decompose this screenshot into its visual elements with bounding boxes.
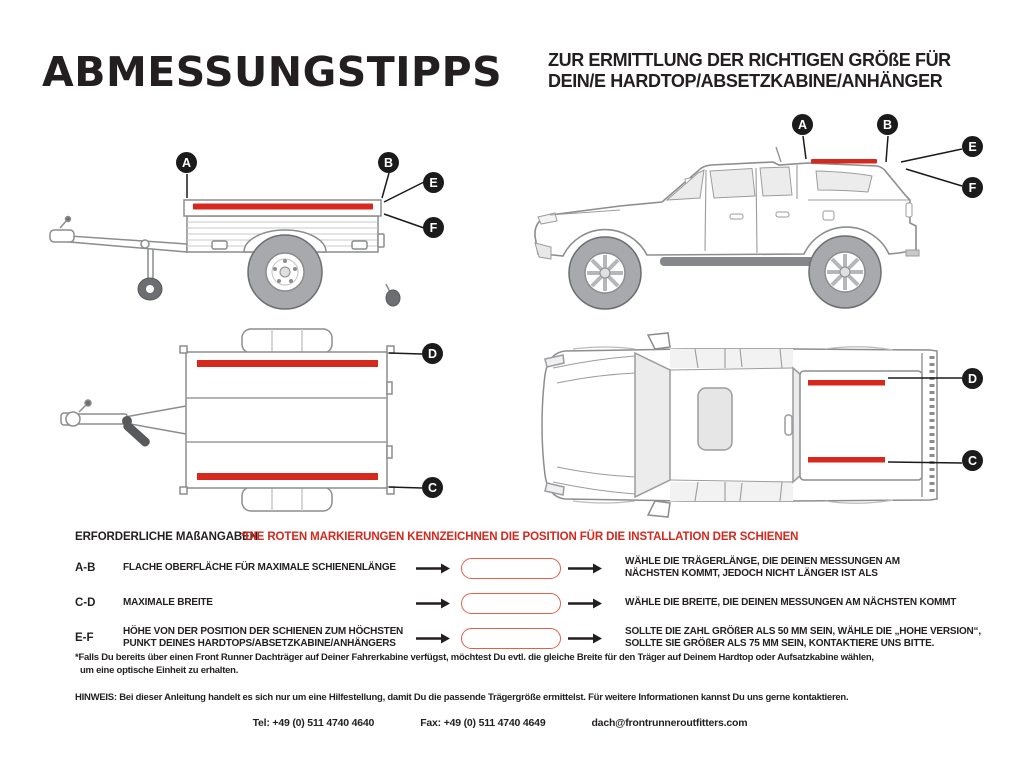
callout-line-e [901,149,962,162]
callout-label-a-truck-side: A [792,114,813,135]
contact-bar [0,717,1000,729]
fuel-door [823,211,834,220]
measure-result-cd [619,597,990,609]
figure-trailer-top-view [35,320,465,520]
rail-marking-bottom-red [197,473,378,480]
front-door-window [710,169,755,199]
contact-email: dach@frontrunneroutfitters.com [591,717,748,729]
bed-rail-marking-bottom-red [808,457,885,463]
sunroof [698,388,732,450]
third-brake-light [785,415,792,435]
result-line: SOLLTE DIE ZAHL GRÖßER ALS 50 MM SEIN, WÄHLE DIE „HOHE VERSION“, [625,626,981,637]
side-glass-bottom [670,482,793,501]
footnote-line: *Falls Du bereits über einen Front Runner Dachträger auf Deiner Fahrerkabine verfügst, möchtest Du evtl. die gleiche Breite für den Träger auf Deinem Hardtop oder Aufsatzkabine wählen, [75,652,874,663]
rail-position-marking-red [193,204,373,210]
measure-code-ab: A-B [75,562,96,574]
tongue-pole [75,414,127,424]
page-subtitle [548,50,951,92]
measurement-row-ef [75,624,990,652]
callout-label-c-trailer-top: C [422,477,443,498]
truck-top-body [542,333,937,517]
red-markings-note: *DIE ROTEN MARKIERUNGEN KENNZEICHNEN DIE POSITION FÜR DIE INSTALLATION DER SCHIENEN [241,531,799,543]
result-line: SOLLTE SIE GRÖßER ALS 75 MM SEIN, KONTAKTIERE UNS BITTE. [625,638,935,649]
rear-support-roller [386,284,400,306]
hinweis-note: HINWEIS: Bei dieser Anleitung handelt es sich nur um eine Hilfestellung, damit Du die passende Trägergröße ermittelst. Für weitere Informationen kannst Du uns gerne kontaktieren. [75,692,849,703]
handbrake-lever [122,416,152,448]
wheel-top [242,329,332,353]
figure-trailer-side-view [40,128,480,323]
callout-line-d [389,353,422,354]
tow-hitch [906,250,919,256]
antenna [776,147,781,162]
measure-label-line: PUNKT DEINES HARDTOPS/ABSETZKABINE/ANHÄNGERS [123,638,396,649]
asterisk-footnote [75,651,1010,677]
callout-line-b [886,136,888,162]
result-line: NÄCHSTEN KOMMT, JEDOCH NICHT LÄNGER IST ALS [625,568,878,579]
callout-line-f [906,169,962,186]
trailer-bed [186,352,387,488]
trailer-coupler [50,230,74,242]
taillight [906,203,912,217]
trailer-drawbar [70,236,187,252]
measure-field-ef[interactable] [461,628,561,649]
callout-line-f [384,214,424,228]
truck-side-drawing [525,103,1005,315]
trailer-side-drawing [40,128,480,323]
rail-marking-top-red [197,360,378,367]
measure-label-ab [123,562,415,574]
callout-line-e [384,182,424,202]
contact-tel: Tel: +49 (0) 511 4740 4640 [252,717,375,729]
arrow-right-icon [567,633,619,644]
callout-line-b [382,173,389,198]
measure-code-cd: C-D [75,597,96,609]
measure-label-ef [123,626,415,650]
measurement-rows [75,554,990,652]
arrow-right-icon [567,563,619,574]
callout-label-b-truck-side: B [877,114,898,135]
truck-top-drawing [535,323,1010,528]
measurement-row-cd [75,589,990,617]
callout-label-e-truck-side: E [962,136,983,157]
front-wheel [569,237,641,309]
arrow-right-icon [567,598,619,609]
result-line: WÄHLE DIE TRÄGERLÄNGE, DIE DEINEN MESSUNGEN AM [625,556,900,567]
corner-bracket [180,487,187,494]
trailer-top-body [61,329,394,511]
rear-door-window [760,167,792,196]
side-glass-top [670,349,793,368]
truck-bed [800,371,922,480]
bed-rail-marking-top-red [808,380,885,386]
measure-result-ab [619,556,990,580]
figure-truck-top-view [535,323,1010,528]
required-measurements-heading: ERFORDERLICHE MAßANGABEN [75,531,258,543]
canopy-window [816,171,872,192]
door-handle-rear [776,212,789,217]
arrow-right-icon [415,633,455,644]
windshield [667,170,704,200]
corner-bracket [180,346,187,353]
footnote-line: um eine optische Einheit zu erhalten. [80,665,239,676]
callout-line-c [888,462,962,463]
callout-label-e-trailer-side: E [423,172,444,193]
callout-label-c-truck-top: C [962,450,983,471]
figure-truck-side-view [525,103,1005,315]
mirror-bottom [648,501,670,517]
arrow-right-icon [415,598,455,609]
measure-label-line: FLACHE OBERFLÄCHE FÜR MAXIMALE SCHIENENLÄNGE [123,562,396,573]
measure-code-ef: E-F [75,632,94,644]
callout-label-d-trailer-top: D [422,343,443,364]
callout-line-c [389,487,422,488]
measure-label-cd [123,597,415,609]
callout-label-a-trailer-side: A [176,152,197,173]
callout-label-b-trailer-side: B [378,152,399,173]
page-title: ABMESSUNGSTIPPS [42,48,503,96]
measurement-row-ab [75,554,990,582]
windshield-top-view [635,353,670,497]
trailer-latch-rear [352,241,367,249]
door-handle-front [730,214,743,219]
hinge-bottom [387,446,392,458]
mirror-top [648,333,670,349]
trailer-latch-front [212,241,227,249]
callout-line-a [803,136,806,159]
rear-wheel [809,236,881,308]
subtitle-line-1: ZUR ERMITTLUNG DER RICHTIGEN GRÖßE FÜR [548,50,951,70]
hinge-top [387,382,392,394]
trailer-top-drawing [35,320,465,520]
arrow-right-icon [415,563,455,574]
measure-label-line: HÖHE VON DER POSITION DER SCHIENEN ZUM HÖCHSTEN [123,626,404,637]
measure-field-ab[interactable] [461,558,561,579]
wheel-bottom [242,487,332,511]
measure-result-ef [619,626,990,650]
canopy-rail-marking-red [811,159,877,164]
trailer-taillight [378,234,384,247]
result-line: WÄHLE DIE BREITE, DIE DEINEN MESSUNGEN AM NÄCHSTEN KOMMT [625,597,957,608]
trailer-wheel [248,235,322,309]
measure-label-line: MAXIMALE BREITE [123,597,213,608]
callout-label-f-truck-side: F [962,177,983,198]
contact-fax: Fax: +49 (0) 511 4740 4649 [420,717,546,729]
corner-bracket [387,487,394,494]
corner-bracket [387,346,394,353]
callout-lines [389,353,422,488]
measure-field-cd[interactable] [461,593,561,614]
subtitle-line-2: DEIN/E HARDTOP/ABSETZKABINE/ANHÄNGER [548,71,943,91]
callout-label-f-trailer-side: F [423,217,444,238]
callout-label-d-truck-top: D [962,368,983,389]
